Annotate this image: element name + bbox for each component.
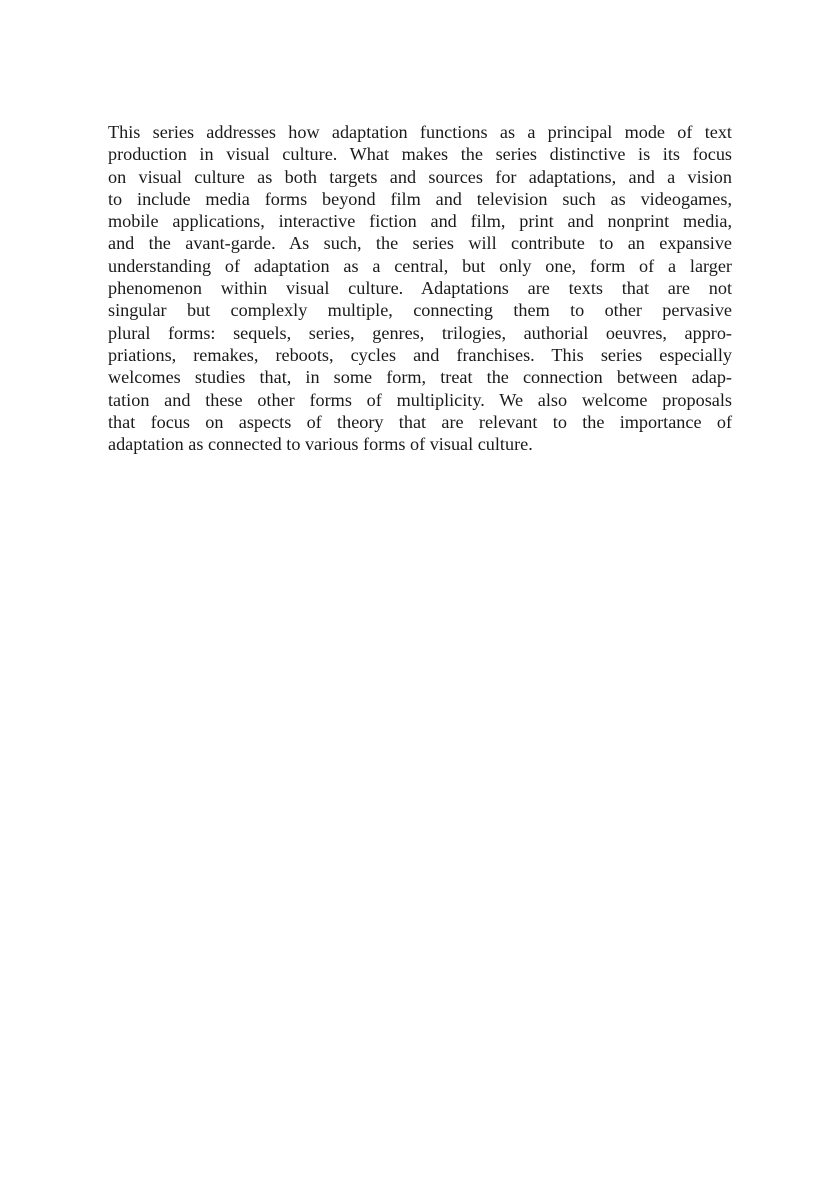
paragraph-line: singular but complexly multiple, connecting them to other pervasive — [108, 300, 732, 321]
paragraph-line: that focus on aspects of theory that are relevant to the importance of — [108, 411, 732, 432]
paragraph-line: adaptation as connected to various forms of visual culture. — [108, 434, 533, 455]
paragraph-line: to include media forms beyond film and television such as videogames, — [108, 188, 732, 209]
paragraph-line: priations, remakes, reboots, cycles and franchises. This series especially — [108, 344, 732, 365]
paragraph-line: and the avant-garde. As such, the series will contribute to an expansive — [108, 233, 732, 254]
paragraph-line: production in visual culture. What makes the series distinctive is its focus — [108, 144, 732, 165]
paragraph-line: plural forms: sequels, series, genres, trilogies, authorial oeuvres, appro- — [108, 322, 732, 343]
paragraph-line: understanding of adaptation as a central, but only one, form of a larger — [108, 255, 732, 276]
paragraph-line: on visual culture as both targets and sources for adaptations, and a vision — [108, 166, 732, 187]
paragraph-line: mobile applications, interactive fiction and film, print and nonprint media, — [108, 211, 732, 232]
paragraph-line: tation and these other forms of multiplicity. We also welcome proposals — [108, 389, 732, 410]
series-description-paragraph — [108, 121, 732, 455]
paragraph-line: phenomenon within visual culture. Adaptations are texts that are not — [108, 278, 732, 299]
paragraph-line: This series addresses how adaptation functions as a principal mode of text — [108, 122, 732, 142]
paragraph-line: welcomes studies that, in some form, treat the connection between adap- — [108, 367, 732, 388]
